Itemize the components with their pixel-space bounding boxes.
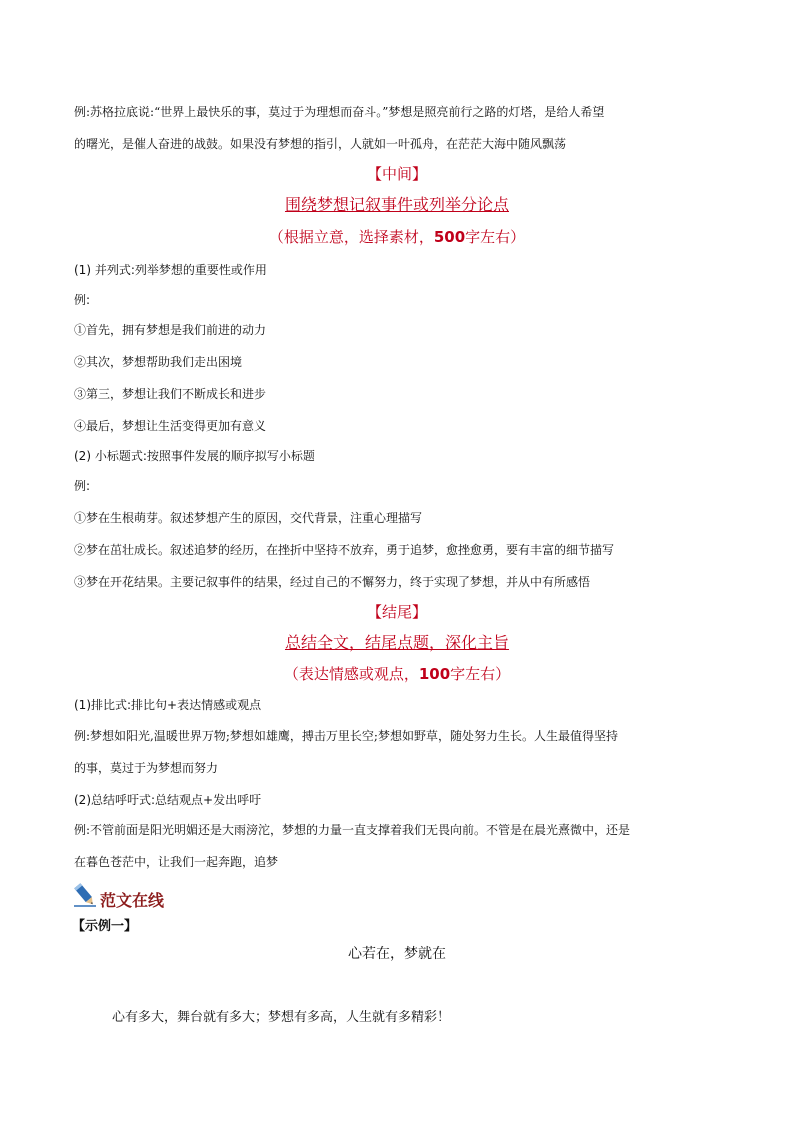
middle-section-label: 【中间】 bbox=[366, 165, 427, 183]
list-item: ③梦在开花结果。主要记叙事件的结果，经过自己的不懈努力，终于实现了梦想，并从中有所感悟 bbox=[74, 575, 591, 589]
intro-line-2: 的曙光，是催人奋进的战鼓。如果没有梦想的指引，人就如一叶孤舟，在茫茫大海中随风飘荡 bbox=[74, 137, 567, 151]
middle-style2-title: (2) 小标题式:按照事件发展的顺序拟写小标题 bbox=[74, 449, 315, 463]
middle-subtitle: 围绕梦想记叙事件或列举分论点 bbox=[284, 195, 509, 214]
pen-icon bbox=[72, 882, 98, 908]
list-item: ①首先，拥有梦想是我们前进的动力 bbox=[74, 323, 267, 337]
middle-note-number: 500 bbox=[433, 228, 466, 246]
essay-first-line: 心有多大，舞台就有多大；梦想有多高，人生就有多精彩！ bbox=[112, 1010, 451, 1025]
middle-style2-example: 例: bbox=[74, 479, 91, 493]
middle-note-suffix: 字左右） bbox=[465, 228, 526, 246]
intro-line-1: 例:苏格拉底说:“世界上最快乐的事，莫过于为理想而奋斗。”梦想是照亮前行之路的灯塔，是给人希望 bbox=[74, 105, 605, 119]
middle-note bbox=[0, 226, 794, 248]
example-label: 【示例一】 bbox=[72, 919, 138, 934]
list-item: ④最后，梦想让生活变得更加有意义 bbox=[74, 419, 267, 433]
ending-section-label: 【结尾】 bbox=[366, 603, 427, 621]
ending-style2-line-1: 例:不管前面是阳光明媚还是大雨滂沱，梦想的力量一直支撑着我们无畏向前。不管是在晨光熹微中，还是 bbox=[74, 823, 631, 837]
middle-style1-example: 例: bbox=[74, 293, 91, 307]
ending-note-prefix: （表达情感或观点， bbox=[283, 665, 419, 683]
ending-style2-line-2: 在暮色苍茫中，让我们一起奔跑，追梦 bbox=[74, 855, 279, 869]
ending-style1-line-1: 例:梦想如阳光,温暖世界万物;梦想如雄鹰，搏击万里长空;梦想如野草，随处努力生长。人生最值得坚持 bbox=[74, 729, 618, 743]
ending-note-suffix: 字左右） bbox=[450, 665, 511, 683]
ending-style1-line-2: 的事，莫过于为梦想而努力 bbox=[74, 761, 219, 775]
middle-note-prefix: （根据立意，选择素材， bbox=[268, 228, 434, 246]
model-heading: 范文在线 bbox=[100, 891, 165, 910]
ending-style2-title: (2)总结呼吁式:总结观点+发出呼吁 bbox=[74, 793, 262, 807]
ending-subtitle: 总结全文，结尾点题，深化主旨 bbox=[284, 633, 509, 652]
list-item: ③第三，梦想让我们不断成长和进步 bbox=[74, 387, 267, 401]
list-item: ②其次，梦想帮助我们走出困境 bbox=[74, 355, 243, 369]
ending-note-number: 100 bbox=[418, 665, 451, 683]
essay-title: 心若在，梦就在 bbox=[348, 946, 446, 962]
middle-style1-title: (1) 并列式:列举梦想的重要性或作用 bbox=[74, 263, 267, 277]
ending-note bbox=[0, 663, 794, 685]
list-item: ①梦在生根萌芽。叙述梦想产生的原因，交代背景，注重心理描写 bbox=[74, 511, 423, 525]
list-item: ②梦在茁壮成长。叙述追梦的经历，在挫折中坚持不放弃，勇于追梦，愈挫愈勇，要有丰富的细节描写 bbox=[74, 543, 615, 557]
ending-style1-title: (1)排比式:排比句+表达情感或观点 bbox=[74, 698, 262, 712]
